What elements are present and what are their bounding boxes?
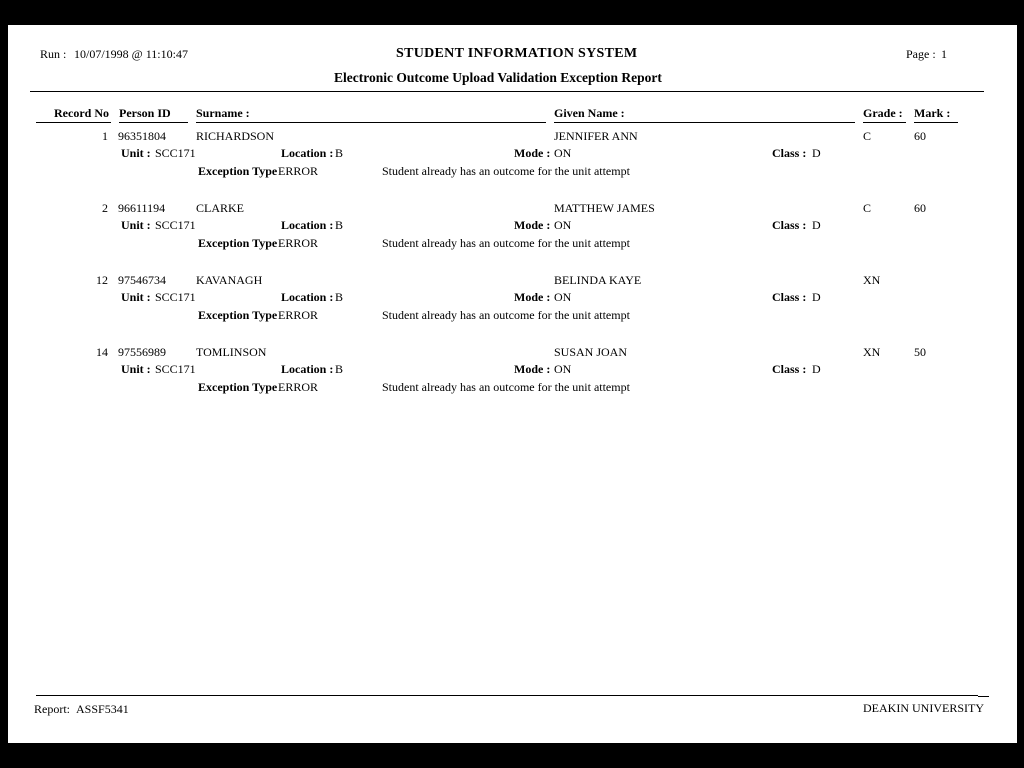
record-block xyxy=(8,201,1017,261)
class-label: Class : xyxy=(772,146,807,160)
location-label: Location : xyxy=(281,362,334,376)
person-id: 97556989 xyxy=(118,345,166,359)
unit-code: SCC171 xyxy=(155,218,196,232)
exception-type-value: ERROR xyxy=(278,164,319,178)
surname: RICHARDSON xyxy=(196,129,275,143)
exception-message: Student already has an outcome for the unit attempt xyxy=(382,164,630,178)
mode-value: ON xyxy=(554,290,572,304)
location-label: Location : xyxy=(281,218,334,232)
mode-label: Mode : xyxy=(514,146,551,160)
record-block xyxy=(8,345,1017,405)
mark: 60 xyxy=(914,129,926,143)
unit-code: SCC171 xyxy=(155,146,196,160)
unit-code: SCC171 xyxy=(155,290,196,304)
given-name: JENNIFER ANN xyxy=(554,129,638,143)
grade: XN xyxy=(863,273,881,287)
record-number: 2 xyxy=(102,201,108,215)
exception-type-label: Exception Type xyxy=(198,164,278,178)
record-block xyxy=(8,273,1017,333)
person-id: 97546734 xyxy=(118,273,166,287)
location-label: Location : xyxy=(281,290,334,304)
given-name: MATTHEW JAMES xyxy=(554,201,655,215)
mode-label: Mode : xyxy=(514,290,551,304)
class-label: Class : xyxy=(772,362,807,376)
unit-label: Unit : xyxy=(121,362,151,376)
mode-label: Mode : xyxy=(514,218,551,232)
grade: XN xyxy=(863,345,881,359)
col-grade: Grade : xyxy=(863,106,903,120)
mode-value: ON xyxy=(554,146,572,160)
class-label: Class : xyxy=(772,218,807,232)
col-record-no: Record No xyxy=(54,106,109,120)
run-timestamp: 10/07/1998 @ 11:10:47 xyxy=(74,47,188,61)
location-value: B xyxy=(335,218,344,232)
mode-label: Mode : xyxy=(514,362,551,376)
footer-rule-tick xyxy=(978,696,989,697)
page-label: Page : xyxy=(906,47,936,61)
col-person-id-underline xyxy=(119,122,188,123)
record-number: 12 xyxy=(96,273,108,287)
col-grade-underline xyxy=(863,122,906,123)
exception-type-value: ERROR xyxy=(278,308,319,322)
col-given-name-underline xyxy=(554,122,855,123)
surname: TOMLINSON xyxy=(196,345,267,359)
report-page xyxy=(8,25,1017,743)
unit-code: SCC171 xyxy=(155,362,196,376)
exception-type-label: Exception Type xyxy=(198,380,278,394)
surname: KAVANAGH xyxy=(196,273,263,287)
system-title: STUDENT INFORMATION SYSTEM xyxy=(396,46,638,61)
unit-label: Unit : xyxy=(121,218,151,232)
exception-message: Student already has an outcome for the unit attempt xyxy=(382,236,630,250)
person-id: 96351804 xyxy=(118,129,166,143)
class-value: D xyxy=(812,362,821,376)
col-person-id: Person ID xyxy=(119,106,171,120)
unit-label: Unit : xyxy=(121,146,151,160)
footer-rule xyxy=(36,695,978,696)
class-value: D xyxy=(812,218,821,232)
institution-name: DEAKIN UNIVERSITY xyxy=(863,701,984,715)
exception-type-value: ERROR xyxy=(278,380,319,394)
location-value: B xyxy=(335,362,344,376)
mode-value: ON xyxy=(554,362,572,376)
class-label: Class : xyxy=(772,290,807,304)
grade: C xyxy=(863,201,872,215)
class-value: D xyxy=(812,290,821,304)
run-label: Run : xyxy=(40,47,67,61)
given-name: BELINDA KAYE xyxy=(554,273,642,287)
exception-type-label: Exception Type xyxy=(198,236,278,250)
page-number: 1 xyxy=(941,47,947,61)
report-title: Electronic Outcome Upload Validation Exception Report xyxy=(334,70,662,85)
exception-type-value: ERROR xyxy=(278,236,319,250)
location-value: B xyxy=(335,146,344,160)
col-record-no-underline xyxy=(36,122,111,123)
grade: C xyxy=(863,129,872,143)
class-value: D xyxy=(812,146,821,160)
col-mark: Mark : xyxy=(914,106,951,120)
record-block xyxy=(8,129,1017,189)
exception-message: Student already has an outcome for the unit attempt xyxy=(382,380,630,394)
mark: 50 xyxy=(914,345,926,359)
surname: CLARKE xyxy=(196,201,244,215)
mark: 60 xyxy=(914,201,926,215)
exception-message: Student already has an outcome for the unit attempt xyxy=(382,308,630,322)
header-rule xyxy=(30,91,984,92)
exception-type-label: Exception Type xyxy=(198,308,278,322)
mode-value: ON xyxy=(554,218,572,232)
report-code: ASSF5341 xyxy=(76,702,129,716)
col-given-name: Given Name : xyxy=(554,106,625,120)
record-number: 14 xyxy=(96,345,108,359)
col-mark-underline xyxy=(914,122,958,123)
person-id: 96611194 xyxy=(118,201,166,215)
location-value: B xyxy=(335,290,344,304)
report-label: Report: xyxy=(34,702,70,716)
col-surname-underline xyxy=(196,122,546,123)
col-surname: Surname : xyxy=(196,106,250,120)
record-number: 1 xyxy=(102,129,108,143)
location-label: Location : xyxy=(281,146,334,160)
given-name: SUSAN JOAN xyxy=(554,345,628,359)
unit-label: Unit : xyxy=(121,290,151,304)
